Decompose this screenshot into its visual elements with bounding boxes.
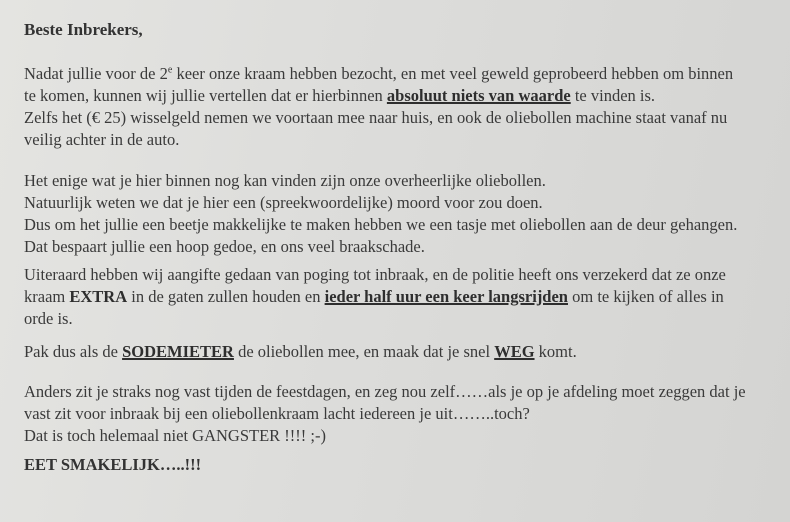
text-run: te komen, kunnen wij jullie vertellen dat er hierbinnen xyxy=(24,86,387,105)
paragraph-2-line-2: Natuurlijk weten we dat je hier een (spreekwoordelijke) moord voor zou doen. xyxy=(24,193,543,212)
paragraph-3 xyxy=(24,264,784,330)
paragraph-2-line-1: Het enige wat je hier binnen nog kan vinden zijn onze overheerlijke oliebollen. xyxy=(24,171,546,190)
paragraph-5 xyxy=(24,381,784,447)
paragraph-3-line-1: Uiteraard hebben wij aangifte gedaan van poging tot inbraak, en de politie heeft ons verzekerd dat ze onze xyxy=(24,265,726,284)
signoff-block xyxy=(24,455,784,475)
paragraph-2 xyxy=(24,170,784,258)
ordinal-superscript: e xyxy=(167,64,173,76)
text-run: te vinden is. xyxy=(570,86,656,105)
paragraph-3-line-3: orde is. xyxy=(24,309,73,328)
paragraph-1-line-4: veilig achter in de auto. xyxy=(24,130,180,149)
paragraph-5-line-3: Dat is toch helemaal niet GANGSTER !!!! ;-) xyxy=(24,426,326,445)
paragraph-2-line-3: Dus om het jullie een beetje makkelijke te maken hebben we een tasje met oliebollen aan de deur gehangen. xyxy=(24,215,738,234)
letter-signoff: EET SMAKELIJK…..!!! xyxy=(24,455,202,474)
text-run: Nadat jullie voor de 2 xyxy=(24,64,168,83)
emphasis-underlined: SODEMIETER xyxy=(122,342,234,361)
paragraph-1-line-3: Zelfs het (€ 25) wisselgeld nemen we voortaan mee naar huis, en ook de oliebollen machine staat vanaf nu xyxy=(24,108,728,127)
text-run: om te kijken of alles in xyxy=(567,287,724,306)
text-run: Pak dus als de xyxy=(24,342,123,361)
emphasis-underlined: ieder half uur een keer langsrijden xyxy=(324,287,568,306)
text-run: keer onze kraam hebben bezocht, en met veel geweld geprobeerd hebben om binnen xyxy=(172,64,734,83)
paragraph-5-line-2: vast zit voor inbraak bij een oliebollenkraam lacht iedereen je uit……..toch? xyxy=(24,404,530,423)
paragraph-4-line-1 xyxy=(24,341,784,363)
paragraph-4 xyxy=(24,341,784,363)
text-run: kraam xyxy=(24,287,70,306)
paragraph-1 xyxy=(24,63,784,151)
paragraph-5-line-1: Anders zit je straks nog vast tijden de feestdagen, en zeg nou zelf……als je op je afdeling moet zeggen dat je xyxy=(24,382,746,401)
text-run: de oliebollen mee, en maak dat je snel xyxy=(233,342,495,361)
paragraph-1-line-1 xyxy=(24,63,784,85)
emphasis-bold: EXTRA xyxy=(69,287,128,306)
paragraph-2-line-4: Dat bespaart jullie een hoop gedoe, en ons veel braakschade. xyxy=(24,237,425,256)
text-run: komt. xyxy=(534,342,577,361)
letter-greeting: Beste Inbrekers, xyxy=(24,20,143,39)
paragraph-1-line-2 xyxy=(24,85,784,107)
text-run: in de gaten zullen houden en xyxy=(127,287,325,306)
emphasis-underlined: absoluut niets van waarde xyxy=(386,86,571,105)
emphasis-underlined: WEG xyxy=(494,342,535,361)
paragraph-3-line-2 xyxy=(24,286,784,308)
